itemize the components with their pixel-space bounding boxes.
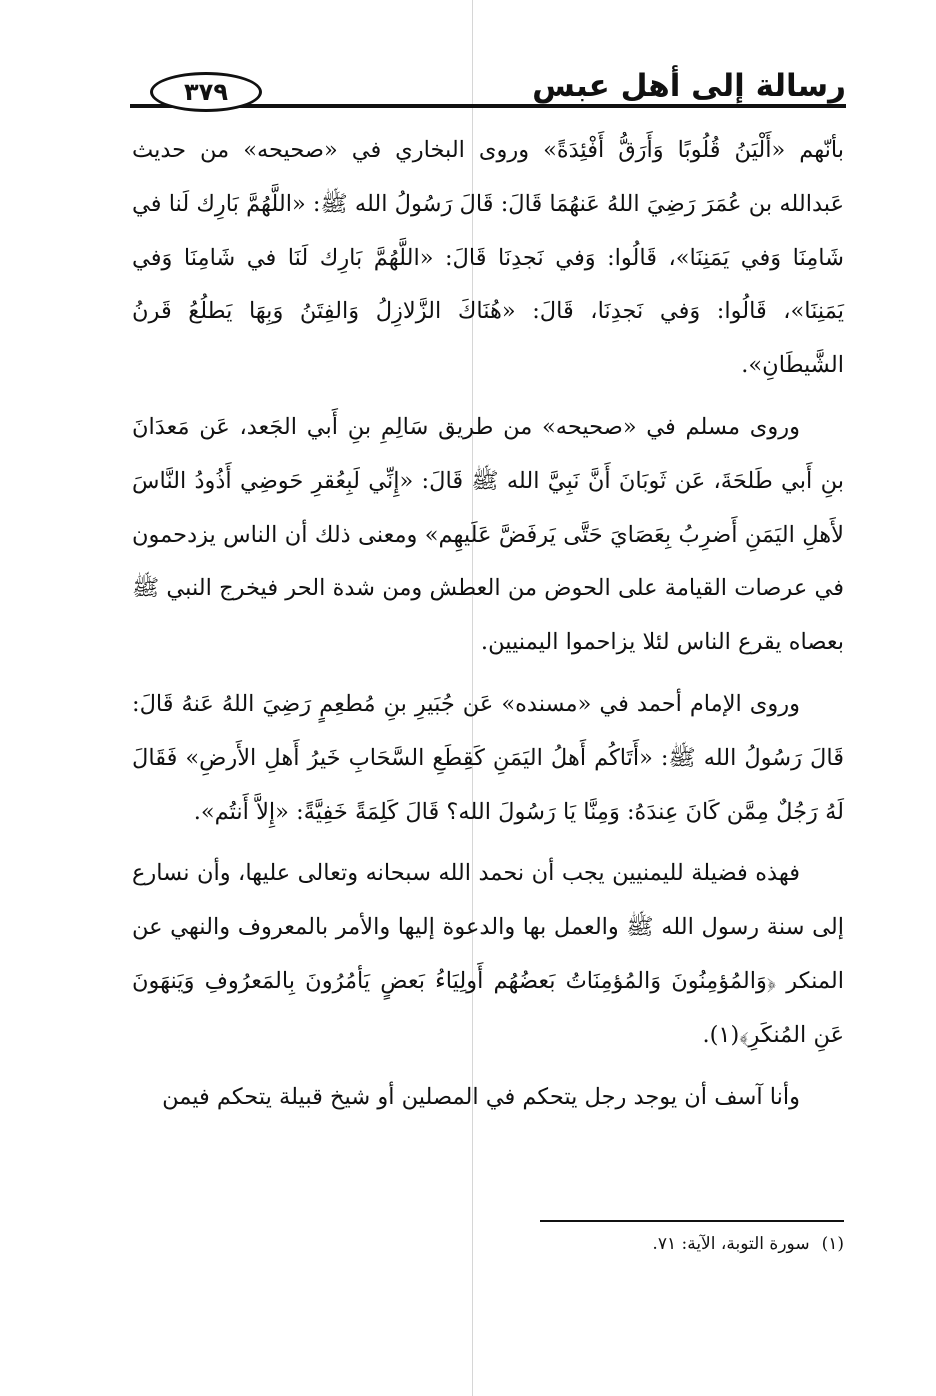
footnote-number: (١) [821,1234,844,1254]
page-header [130,62,846,118]
running-title: رسالة إلى أهل عبس [532,68,846,104]
paragraph: وروى الإمام أحمد في «مسنده» عَن جُبَيرِ بنِ مُطعِمٍ رَضِيَ اللهُ عَنهُ قَالَ: قَالَ رَسُولُ الله ﷺ: «أَتَاكُم أَهلُ اليَمَنِ كَقِطَعِ السَّحَابِ خَيرُ أَهلِ الأَرضِ» فَقَالَ لَهُ رَجُلٌ مِمَّن كَانَ عِندَهُ: وَمِنَّا يَا رَسُولَ الله؟ قَالَ كَلِمَةً خَفِيَّةً: «إِلاَّ أَنتُم». [132,690,844,825]
footnote [652,1232,844,1256]
body-text [132,124,844,1132]
footnote-rule [540,1220,844,1222]
footnote-text: سورة التوبة، الآية: ٧١. [652,1234,810,1254]
paragraph: وأنا آسف أن يوجد رجل يتحكم في المصلين أو شيخ قبيلة يتحكم فيمن [162,1083,800,1110]
page-number: ٣٧٩ [150,72,262,112]
paragraph: بأنّهم «أَلْيَنُ قُلُوبًا وَأَرَقُّ أَفْئِدَةً» وروى البخاري في «صحيحه» من حديث عَبدالله بن عُمَرَ رَضِيَ اللهُ عَنهُمَا قَالَ: قَالَ رَسُولُ الله ﷺ: «اللَّهُمَّ بَارِك لَنا في شَامِنَا وَفي يَمَنِنَا»، قَالُوا: وَفي نَجدِنَا قَالَ: «اللَّهُمَّ بَارِك لَنَا في شَامِنَا وَفي يَمَنِنَا»، قَالُوا: وَفي نَجدِنَا، قَالَ: «هُنَاكَ الزَّلازِلُ وَالفِتَنُ وَبِهَا يَطلُعُ قَرنُ الشَّيطَانِ». [132,137,844,379]
paragraph: فهذه فضيلة لليمنيين يجب أن نحمد الله سبحانه وتعالى عليها، وأن نسارع إلى سنة رسول الله ﷺ والعمل بها والدعوة إليها والأمر بالمعروف والنهي عن المنكر ﴿وَالمُؤمِنُونَ وَالمُؤمِنَاتُ بَعضُهُم أَولِيَاءُ بَعضٍ يَأمُرُونَ بِالمَعرُوفِ وَيَنهَونَ عَنِ المُنكَرِ﴾(١). [132,860,844,1048]
paragraph: وروى مسلم في «صحيحه» من طريق سَالِمِ بنِ أَبي الجَعد، عَن مَعدَانَ بنِ أَبي طَلحَةَ، عَن ثَوبَانَ أَنَّ نَبِيَّ الله ﷺ قَالَ: «إِنِّي لَبِعُقرِ حَوضِي أَذُودُ النَّاسَ لأَهلِ اليَمَنِ أَضرِبُ بِعَصَايَ حَتَّى يَرفَضَّ عَلَيهِم» ومعنى ذلك أن الناس يزدحمون في عرصات القيامة على الحوض من العطش ومن شدة الحر فيخرج النبي ﷺ بعصاه يقرع الناس لئلا يزاحموا اليمنيين. [132,413,844,656]
